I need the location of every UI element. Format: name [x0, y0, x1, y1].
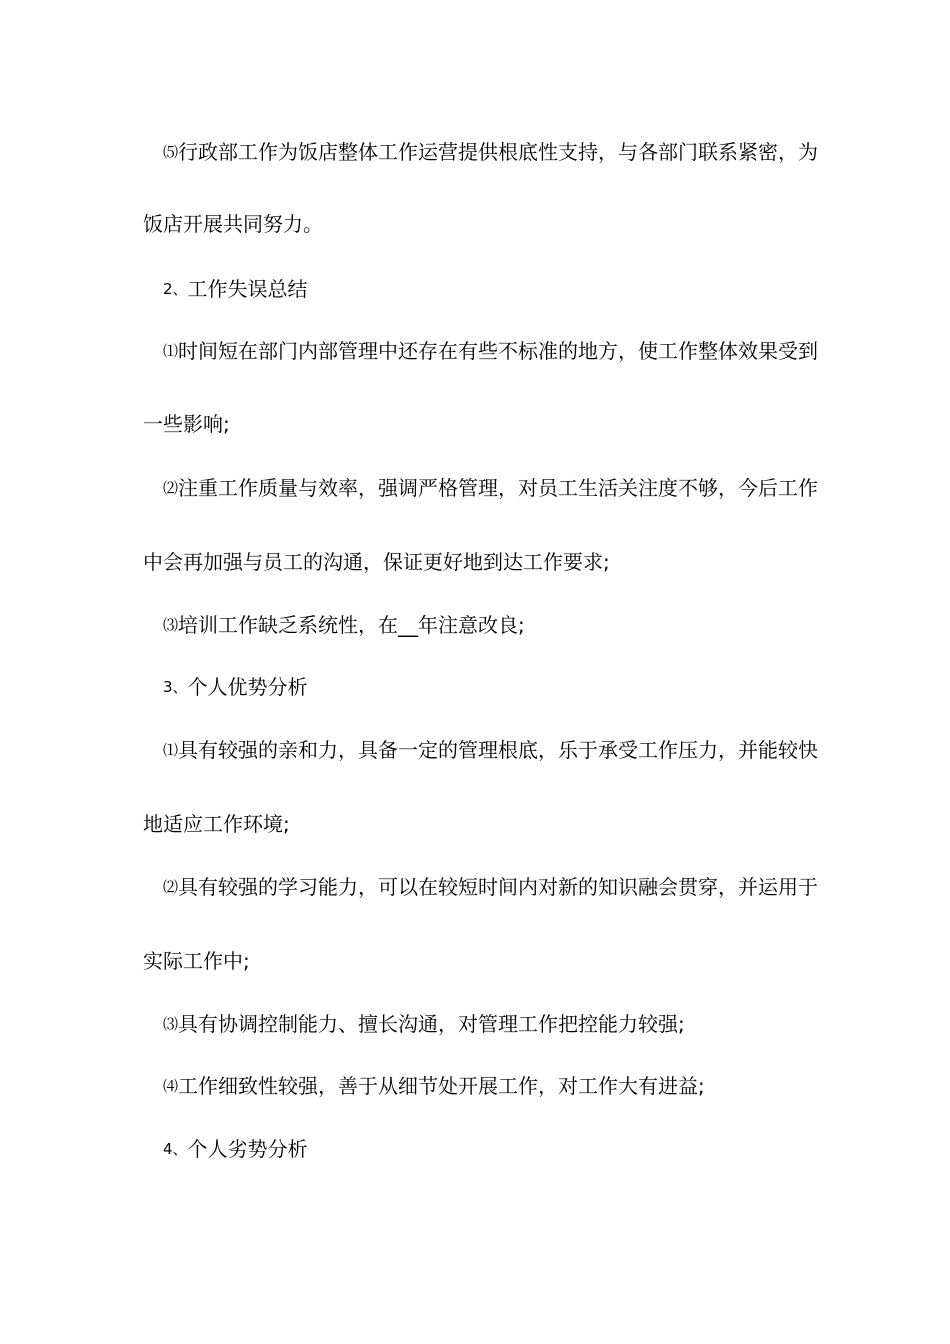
paragraph-text: 具有协调控制能力、擅长沟通，对管理工作把控能力较强;	[178, 1012, 685, 1036]
paragraph-text: 具有较强的亲和力，具备一定的管理根底，乐于承受工作压力，并能较快	[178, 738, 819, 762]
paragraph-line	[163, 1012, 823, 1036]
list-marker: ⑴	[163, 741, 179, 759]
paragraph-line	[163, 476, 823, 500]
paragraph-text: 行政部工作为饭店整体工作运营提供根底性支持，与各部门联系紧密，为	[178, 140, 819, 164]
paragraph-line	[163, 339, 823, 363]
paragraph-line	[163, 875, 823, 899]
list-marker: ⑵	[163, 479, 179, 497]
list-marker: ⑴	[163, 342, 179, 360]
list-marker: ⑵	[163, 878, 179, 896]
paragraph-text: 地适应工作环境;	[143, 812, 290, 836]
paragraph-line	[143, 550, 803, 574]
paragraph-line	[143, 812, 803, 836]
heading-text: 个人劣势分析	[187, 1137, 308, 1161]
paragraph-line	[143, 949, 803, 973]
heading-text: 工作失误总结	[187, 277, 308, 301]
paragraph-text: 饭店开展共同努力。	[143, 212, 323, 236]
paragraph-text: 中会再加强与员工的沟通，保证更好地到达工作要求;	[143, 550, 610, 574]
list-marker: 2、	[163, 280, 188, 298]
list-marker: ⑶	[163, 1015, 179, 1033]
paragraph-text: 时间短在部门内部管理中还存在有些不标准的地方，使工作整体效果受到	[178, 339, 819, 363]
section-heading	[163, 675, 823, 699]
paragraph-line	[163, 1074, 823, 1098]
paragraph-text: 注重工作质量与效率，强调严格管理，对员工生活关注度不够，今后工作	[178, 476, 819, 500]
list-marker: 4、	[163, 1140, 188, 1158]
paragraph-text: 实际工作中;	[143, 949, 250, 973]
paragraph-line	[163, 140, 823, 164]
section-heading	[163, 1137, 823, 1161]
paragraph-text: 培训工作缺乏系统性，在__年注意改良;	[178, 613, 525, 637]
paragraph-line	[143, 212, 803, 236]
paragraph-text: 一些影响;	[143, 412, 230, 436]
list-marker: ⑸	[163, 143, 179, 161]
list-marker: ⑶	[163, 616, 179, 634]
paragraph-line	[163, 613, 823, 637]
heading-text: 个人优势分析	[187, 675, 308, 699]
list-marker: 3、	[163, 678, 188, 696]
paragraph-line	[163, 738, 823, 762]
paragraph-line	[143, 412, 803, 436]
list-marker: ⑷	[163, 1077, 179, 1095]
section-heading	[163, 277, 823, 301]
paragraph-text: 工作细致性较强，善于从细节处开展工作，对工作大有进益;	[178, 1074, 705, 1098]
paragraph-text: 具有较强的学习能力，可以在较短时间内对新的知识融会贯穿，并运用于	[178, 875, 819, 899]
